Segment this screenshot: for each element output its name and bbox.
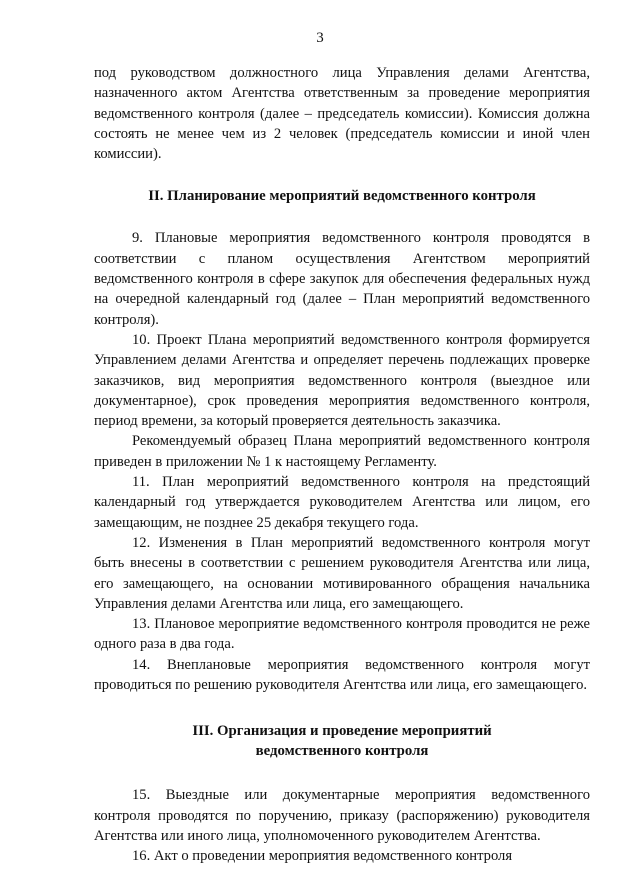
paragraph-10: 10. Проект Плана мероприятий ведомственного контроля формируется Управлением делами Агентства и определяет перечень подлежащих проверке заказчиков, вид мероприятия ведомственного контроля (выездное или документарное), срок проведения мероприятия ведомственного контроля, период времени, за который проверяется деятельность заказчика.	[94, 331, 590, 430]
paragraph-16: 16. Акт о проведении мероприятия ведомственного контроля	[132, 848, 513, 865]
document-body	[94, 63, 590, 867]
section-3-heading	[94, 721, 590, 761]
paragraph-9: 9. Плановые мероприятия ведомственного контроля проводятся в соответствии с планом осуществления Агентством мероприятий ведомственного контроля в сфере закупок для обеспечения федеральных нужд на очередной календарный год (далее – План мероприятий ведомственного контроля).	[94, 230, 590, 328]
paragraph-12: 12. Изменения в План мероприятий ведомственного контроля могут быть внесены в соответствии с решением руководителя Агентства или лица, его замещающего, на основании мотивированного обращения начальника Управления делами Агентства или лица, его замещающего.	[94, 534, 590, 612]
paragraph-13: 13. Плановое мероприятие ведомственного контроля проводится не реже одного раза в два года.	[94, 616, 590, 653]
section-3-heading-line-1: III. Организация и проведение мероприятий	[192, 723, 492, 740]
paragraph-14: 14. Внеплановые мероприятия ведомственного контроля могут проводиться по решению руководителя Агентства или лица, его замещающего.	[94, 656, 590, 694]
paragraph-11: 11. План мероприятий ведомственного контроля на предстоящий календарный год утверждается руководителем Агентства или лицом, его замещающим, не позднее 25 декабря текущего года.	[94, 474, 590, 531]
paragraph-15: 15. Выездные или документарные мероприятия ведомственного контроля проводятся по поручению, приказу (распоряжению) руководителя Агентства или иного лица, уполномоченного руководителем Агентства.	[94, 787, 590, 844]
paragraph-sample-reference: Рекомендуемый образец Плана мероприятий ведомственного контроля приведен в приложении № 1 к настоящему Регламенту.	[94, 433, 590, 470]
section-3-heading-line-2: ведомственного контроля	[255, 743, 429, 760]
page-number: 3	[316, 30, 324, 46]
section-2-heading: II. Планирование мероприятий ведомственного контроля	[148, 188, 536, 205]
intro-paragraph: под руководством должностного лица Управления делами Агентства, назначенного актом Агентства ответственным за проведение мероприятия ведомственного контроля (далее – председатель комиссии). Комиссия должна состоять не менее чем из 2 человек (председатель комиссии и иной член комиссии).	[94, 65, 590, 163]
